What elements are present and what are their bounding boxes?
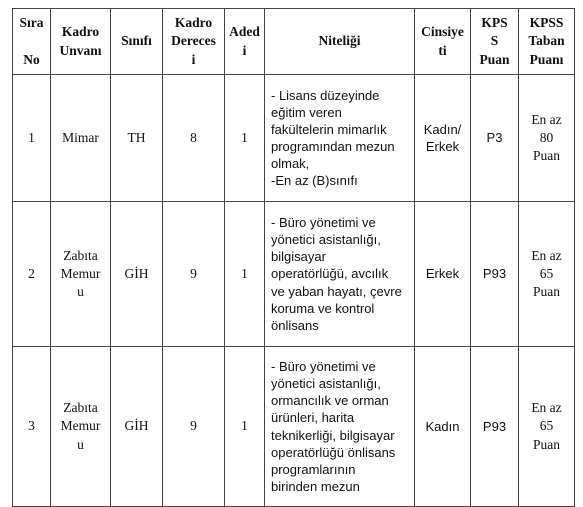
cell-grade: 8 xyxy=(163,75,225,202)
header-row xyxy=(13,9,575,75)
cell-min-score: En az 65 Puan xyxy=(519,347,575,507)
header-position-title: Kadro Unvanı xyxy=(51,9,111,75)
cell-gender: Erkek xyxy=(415,202,471,347)
cell-score-type: P93 xyxy=(471,347,519,507)
table-row xyxy=(13,347,575,507)
cell-count: 1 xyxy=(225,347,265,507)
header-class: Sınıfı xyxy=(111,9,163,75)
table-row xyxy=(13,202,575,347)
cell-position-title: Zabıta Memur u xyxy=(51,202,111,347)
header-gender: Cinsiye ti xyxy=(415,9,471,75)
cell-position-title: Mimar xyxy=(51,75,111,202)
header-count: Aded i xyxy=(225,9,265,75)
header-score-type: KPS S Puan xyxy=(471,9,519,75)
cell-grade: 9 xyxy=(163,347,225,507)
cell-min-score: En az 65 Puan xyxy=(519,202,575,347)
cell-grade: 9 xyxy=(163,202,225,347)
cell-row-no: 2 xyxy=(13,202,51,347)
cell-qualification: - Büro yönetimi ve yönetici asistanlığı, ormancılık ve orman ürünleri, harita teknikerliği, bilgisayar operatörlüğü önlisans programlarının birinden mezun xyxy=(265,347,415,507)
cell-score-type: P3 xyxy=(471,75,519,202)
cell-class: GİH xyxy=(111,347,163,507)
cell-min-score: En az 80 Puan xyxy=(519,75,575,202)
cell-row-no: 1 xyxy=(13,75,51,202)
cell-gender: Kadın/ Erkek xyxy=(415,75,471,202)
positions-table xyxy=(12,8,575,507)
cell-score-type: P93 xyxy=(471,202,519,347)
cell-qualification: - Büro yönetimi ve yönetici asistanlığı, bilgisayar operatörlüğü, avcılık ve yaban hayatı, çevre koruma ve kontrol önlisans xyxy=(265,202,415,347)
cell-class: TH xyxy=(111,75,163,202)
table-row xyxy=(13,75,575,202)
cell-row-no: 3 xyxy=(13,347,51,507)
header-qualification: Niteliği xyxy=(265,9,415,75)
cell-gender: Kadın xyxy=(415,347,471,507)
cell-count: 1 xyxy=(225,75,265,202)
header-row-no: Sıra No xyxy=(13,9,51,75)
header-grade: Kadro Dereces i xyxy=(163,9,225,75)
cell-position-title: Zabıta Memur u xyxy=(51,347,111,507)
cell-class: GİH xyxy=(111,202,163,347)
cell-count: 1 xyxy=(225,202,265,347)
cell-qualification: - Lisans düzeyinde eğitim veren fakültelerin mimarlık programından mezun olmak, -En az (B)sınıfı xyxy=(265,75,415,202)
header-min-score: KPSS Taban Puanı xyxy=(519,9,575,75)
